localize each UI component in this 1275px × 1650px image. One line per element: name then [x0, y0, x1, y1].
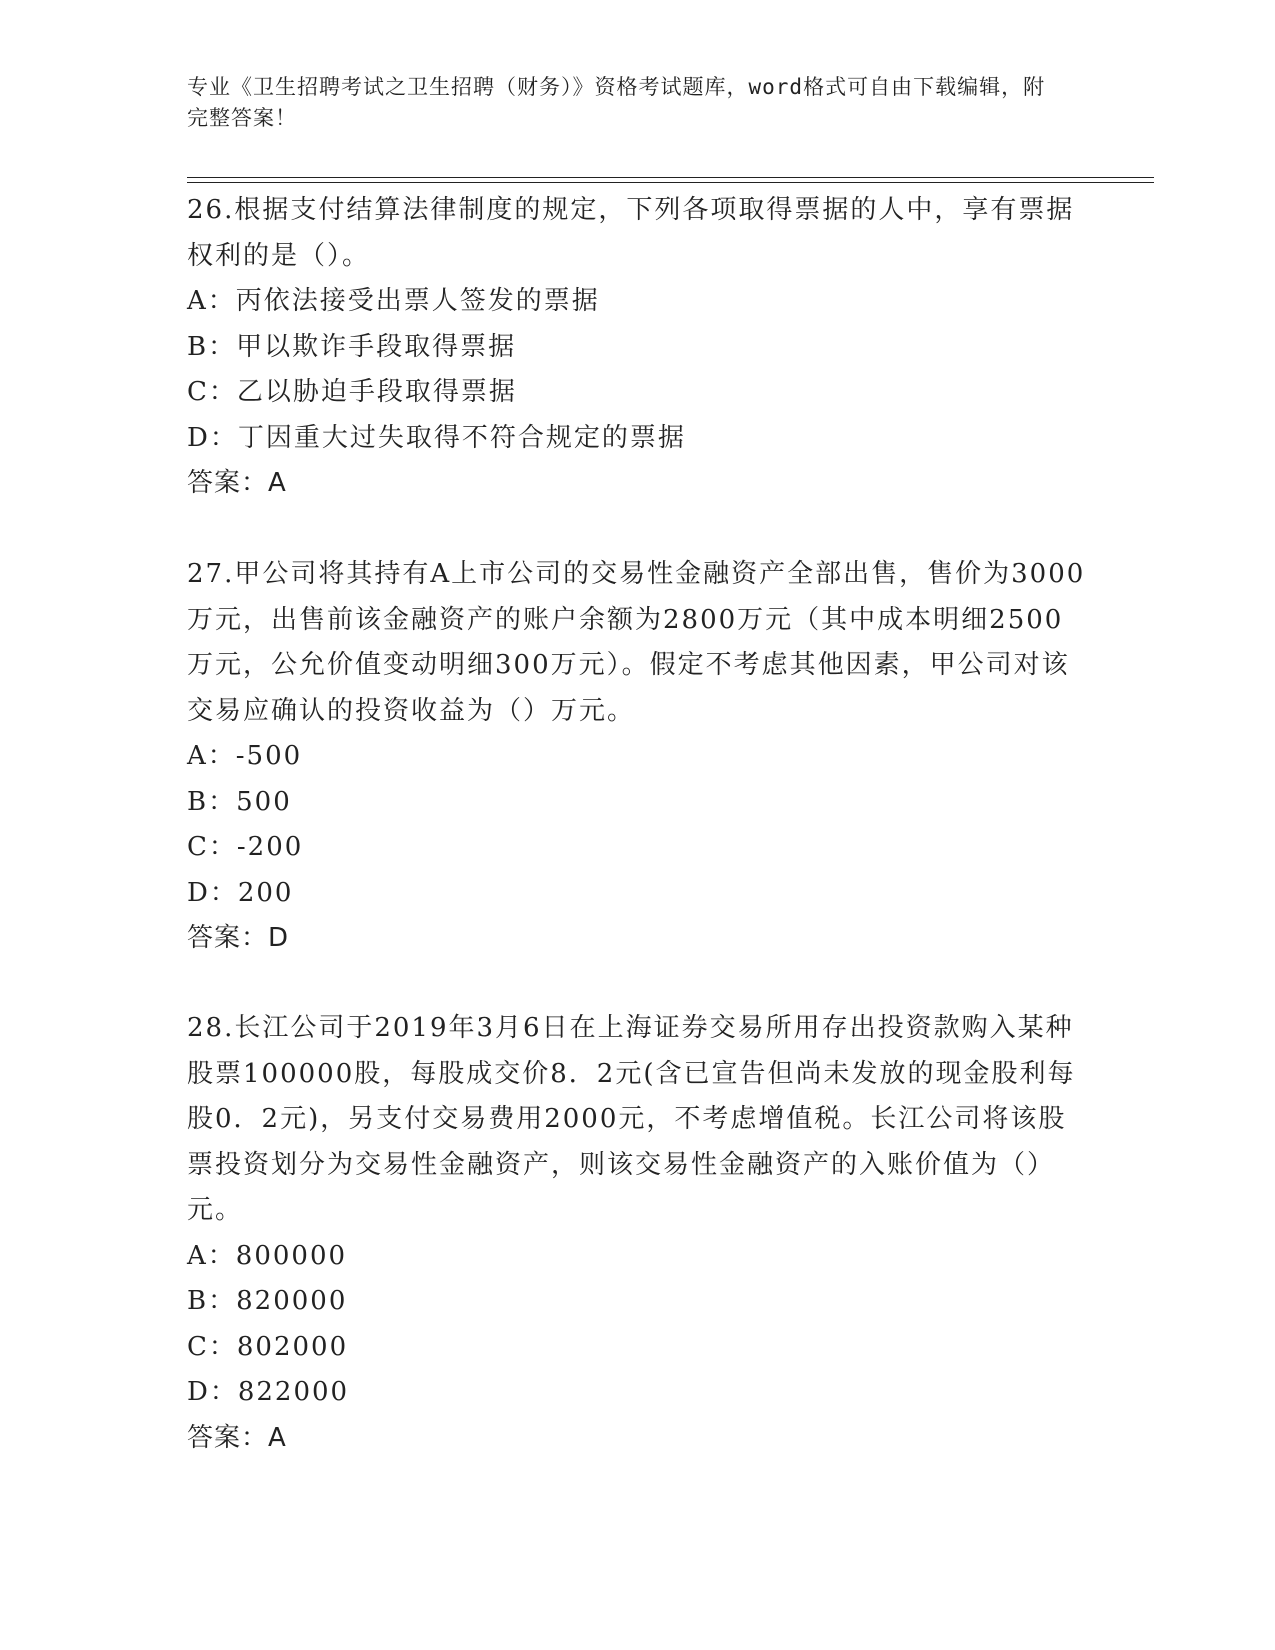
option-c: C：-200: [187, 832, 304, 862]
answer-line: 答案：A: [187, 1422, 287, 1453]
option-b: B：820000: [187, 1286, 348, 1316]
question-stem: 27.甲公司将其持有A上市公司的交易性金融资产全部出售，售价为3000万元，出售前该金融资产的账户余额为2800万元（其中成本明细2500万元，公允价值变动明细300万元）。假定不考虑其他因素，甲公司对该交易应确认的投资收益为（）万元。: [187, 559, 1086, 726]
question-27: [187, 552, 1087, 962]
option-b: B：甲以欺诈手段取得票据: [187, 331, 517, 362]
document-intro: 专业《卫生招聘考试之卫生招聘（财务）》资格考试题库，word格式可自由下载编辑，附完整答案！: [187, 75, 1046, 130]
option-c: C：乙以胁迫手段取得票据: [187, 377, 517, 407]
option-d: D：丁因重大过失取得不符合规定的票据: [187, 422, 686, 453]
question-stem: 28.长江公司于2019年3月6日在上海证券交易所用存出投资款购入某种股票100000股，每股成交价8．2元(含已宣告但尚未发放的现金股利每股0．2元)，另支付交易费用2000元，不考虑增值税。长江公司将该股票投资划分为交易性金融资产，则该交易性金融资产的入账价值为（）元。: [187, 1013, 1076, 1225]
question-26: [187, 188, 1087, 507]
option-a: A：800000: [187, 1240, 348, 1271]
option-a: A：丙依法接受出票人签发的票据: [187, 286, 600, 316]
divider-line: [187, 182, 1154, 183]
option-d: D：200: [187, 877, 294, 908]
option-b: B：500: [187, 786, 292, 817]
option-a: A：-500: [187, 741, 303, 771]
question-stem: 26.根据支付结算法律制度的规定，下列各项取得票据的人中，享有票据权利的是（）。: [187, 195, 1075, 271]
option-d: D：822000: [187, 1377, 350, 1407]
question-28: [187, 1006, 1087, 1461]
option-c: C：802000: [187, 1331, 349, 1362]
answer-line: 答案：A: [187, 468, 287, 498]
answer-line: 答案：D: [187, 923, 290, 953]
divider-line: [187, 177, 1154, 178]
